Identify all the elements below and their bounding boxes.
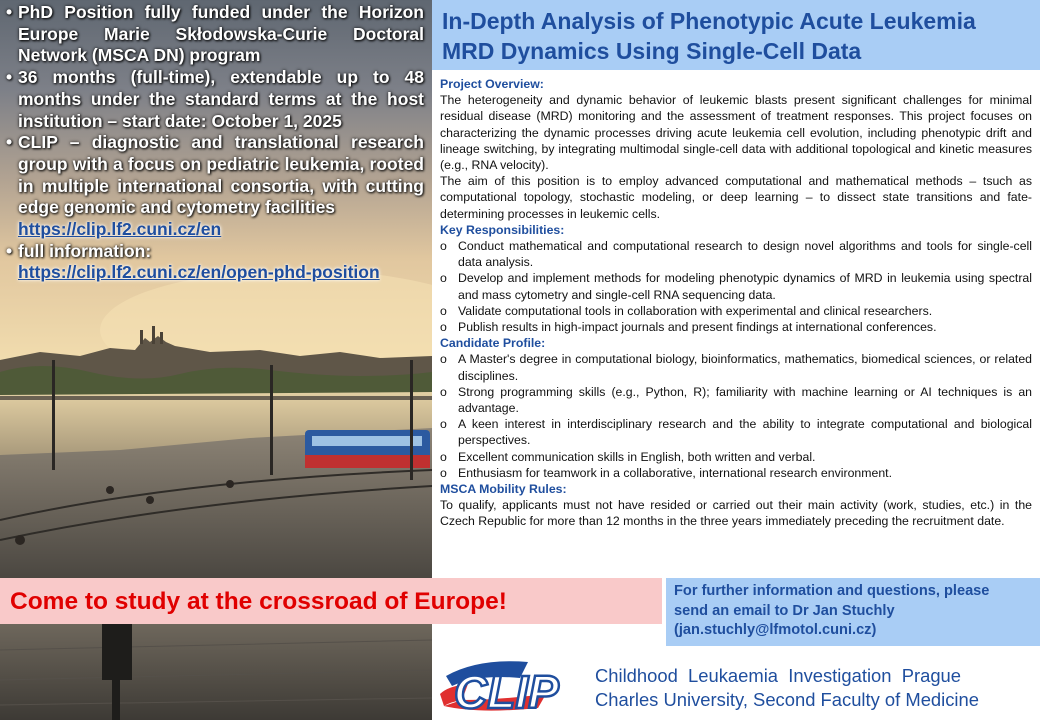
list-item-text: Develop and implement methods for modeling phenotypic dynamics of MRD in leukemia using spectral and mass cytometry and single-cell RNA sequencing data. [458, 271, 1032, 302]
contact-email[interactable]: (jan.stuchly@lfmotol.cuni.cz) [674, 622, 877, 638]
org-line-1: Childhood Leukaemia Investigation Prague [595, 665, 962, 686]
candidate-profile-list [440, 351, 1032, 481]
bullet-marker: • [6, 240, 13, 261]
list-item [440, 465, 1032, 481]
contact-line-2: send an email to Dr Jan Stuchly [674, 602, 895, 619]
list-marker: o [440, 352, 447, 367]
list-marker: o [440, 320, 447, 335]
list-item-text: Validate computational tools in collaboration with experimental and clinical researchers. [458, 303, 933, 318]
clip-logo-graphic [438, 656, 588, 720]
position-description [440, 76, 1032, 530]
contact-box [666, 578, 1040, 646]
responsibilities-heading: Key Responsibilities: [440, 222, 565, 237]
highlight-text: 36 months (full-time), extendable up to 48 months under the standard terms at the host institution – start date: October 1, 2025 [18, 67, 424, 131]
list-item [440, 238, 1032, 270]
highlight-item [6, 67, 424, 132]
project-aim-paragraph: The aim of this position is to employ advanced computational and mathematical methods – tsuch as computational topology, stochastic modeling, or deep learning – to dissect state transitions and fate-determining processes in leukemic cells. [440, 174, 1032, 221]
title-bar [432, 0, 1040, 70]
bullet-marker: • [6, 132, 13, 153]
contact-text [674, 582, 1036, 641]
list-item-text: A keen interest in interdisciplinary research and the ability to integrate computational and biological perspectives. [458, 417, 1032, 448]
list-marker: o [440, 449, 447, 464]
clip-logo [438, 656, 588, 720]
clip-website-link[interactable]: https://clip.lf2.cuni.cz/en [18, 219, 222, 240]
position-highlights [6, 2, 424, 284]
bullet-marker: • [6, 67, 13, 88]
contact-line-1: For further information and questions, please [674, 583, 990, 599]
project-overview-paragraph: The heterogeneity and dynamic behavior of leukemic blasts present significant challenges for minimal residual disease (MRD) monitoring and the assessment of treatment responses. This project focuses on characterizing the dynamic processes driving acute leukemia cell evolution, including phenotypic drift and lineage switching, by integrating multimodal single-cell data with additional topological and kinetic measures (e.g., RNA velocity). [440, 93, 1032, 173]
organization-name [595, 664, 1040, 712]
list-marker: o [440, 384, 447, 399]
full-info-label: full information: [18, 240, 152, 261]
page-title: In-Depth Analysis of Phenotypic Acute Leukemia MRD Dynamics Using Single-Cell Data [442, 8, 976, 64]
candidate-profile-heading: Candidate Profile: [440, 336, 546, 351]
logo-letters: CLIP [454, 666, 559, 718]
list-item [440, 351, 1032, 383]
list-item [440, 384, 1032, 416]
responsibilities-list [440, 238, 1032, 335]
list-item-text: A Master's degree in computational biology, bioinformatics, mathematics, biomedical sciences, or related disciplines. [458, 352, 1032, 383]
org-line-2: Charles University, Second Faculty of Medicine [595, 689, 979, 710]
list-marker: o [440, 239, 447, 254]
list-marker: o [440, 465, 447, 480]
open-phd-position-link[interactable]: https://clip.lf2.cuni.cz/en/open-phd-position [18, 262, 380, 283]
highlight-text: CLIP – diagnostic and translational research group with a focus on pediatric leukemia, rooted in multiple international consortia, with cutting edge genomic and cytometry facilities [18, 132, 424, 218]
full-info-item [6, 241, 424, 263]
slogan-banner [0, 578, 662, 624]
highlight-text: PhD Position fully funded under the Horizon Europe Marie Skłodowska-Curie Doctoral Network (MSCA DN) program [18, 2, 424, 66]
list-item [440, 449, 1032, 465]
list-marker: o [440, 271, 447, 286]
highlight-item [6, 2, 424, 67]
list-item [440, 303, 1032, 319]
mobility-rules-text: To qualify, applicants must not have resided or carried out their main activity (work, studies, etc.) in the Czech Republic for more than 12 months in the three years immediately preceding the recruitment date. [440, 498, 1032, 529]
slogan-text: Come to study at the crossroad of Europe! [10, 588, 507, 615]
project-overview-heading: Project Overview: [440, 77, 544, 91]
list-marker: o [440, 417, 447, 432]
list-item-text: Conduct mathematical and computational research to design novel algorithms and tools for single-cell data analysis. [458, 239, 1032, 270]
list-item-text: Enthusiasm for teamwork in a collaborative, international research environment. [458, 465, 893, 480]
list-item [440, 319, 1032, 335]
highlight-item [6, 132, 424, 219]
list-item-text: Excellent communication skills in English, both written and verbal. [458, 449, 816, 464]
list-marker: o [440, 303, 447, 318]
bullet-marker: • [6, 2, 13, 22]
list-item-text: Publish results in high-impact journals and present findings at international conferences. [458, 320, 937, 335]
list-item-text: Strong programming skills (e.g., Python, R); familiarity with machine learning or AI techniques is an advantage. [458, 384, 1032, 416]
list-item [440, 270, 1032, 302]
list-item [440, 416, 1032, 448]
mobility-rules-heading: MSCA Mobility Rules: [440, 482, 567, 497]
